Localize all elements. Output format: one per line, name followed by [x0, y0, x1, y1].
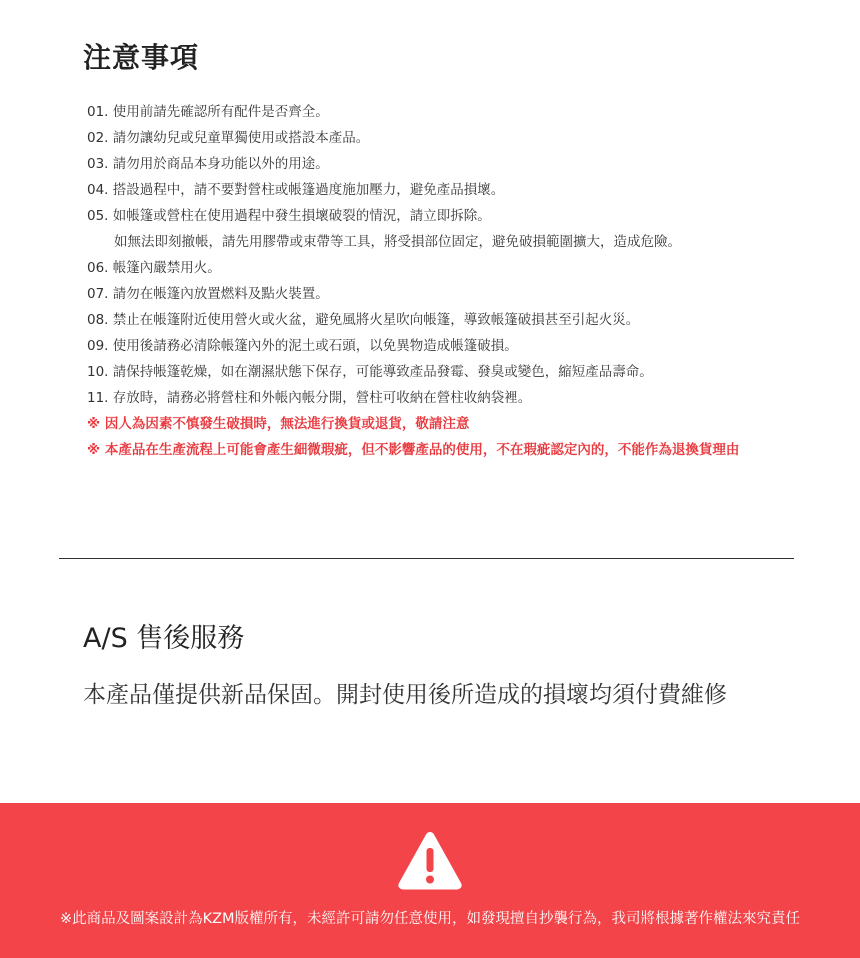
notice-title: 注意事項	[83, 41, 200, 74]
notice-item-08: 08. 禁止在帳篷附近使用營火或火盆，避免風將火星吹向帳篷，導致帳篷破損甚至引起火災。	[87, 312, 640, 328]
section-divider	[59, 558, 794, 559]
warning-damage-note: ※ 因人為因素不慎發生破損時，無法進行換貨或退貨，敬請注意	[87, 416, 470, 432]
after-service-title: A/S 售後服務	[83, 623, 245, 654]
notice-item-05-continued: 如無法即刻撤帳，請先用膠帶或束帶等工具，將受損部位固定，避免破損範圍擴大，造成危險。	[114, 234, 681, 250]
after-service-text: 本產品僅提供新品保固。開封使用後所造成的損壞均須付費維修	[83, 682, 727, 708]
warning-defect-note: ※ 本產品在生產流程上可能會產生細微瑕疵，但不影響產品的使用，不在瑕疵認定內的，不能作為退換貨理由	[87, 442, 740, 458]
notice-item-10: 10. 請保持帳篷乾燥，如在潮濕狀態下保存，可能導致產品發霉、發臭或變色，縮短產品壽命。	[87, 364, 653, 380]
notice-item-02: 02. 請勿讓幼兒或兒童單獨使用或搭設本產品。	[87, 130, 370, 146]
notice-item-11: 11. 存放時，請務必將營柱和外帳內帳分開，營柱可收納在營柱收納袋裡。	[87, 390, 532, 406]
notice-item-07: 07. 請勿在帳篷內放置燃料及點火裝置。	[87, 286, 329, 302]
copyright-footer	[0, 803, 860, 958]
notice-list	[87, 100, 852, 464]
warning-icon	[396, 829, 464, 891]
notice-item-06: 06. 帳篷內嚴禁用火。	[87, 260, 221, 276]
notice-item-09: 09. 使用後請務必清除帳篷內外的泥土或石頭，以免異物造成帳篷破損。	[87, 338, 518, 354]
notice-item-05: 05. 如帳篷或營柱在使用過程中發生損壞破裂的情況，請立即拆除。	[87, 208, 491, 224]
copyright-notice: ※此商品及圖案設計為KZM版權所有，未經許可請勿任意使用，如發現擅自抄襲行為，我司將根據著作權法來究責任	[59, 911, 801, 927]
notice-item-01: 01. 使用前請先確認所有配件是否齊全。	[87, 104, 329, 120]
notice-item-03: 03. 請勿用於商品本身功能以外的用途。	[87, 156, 329, 172]
notice-item-04: 04. 搭設過程中，請不要對營柱或帳篷過度施加壓力，避免產品損壞。	[87, 182, 505, 198]
